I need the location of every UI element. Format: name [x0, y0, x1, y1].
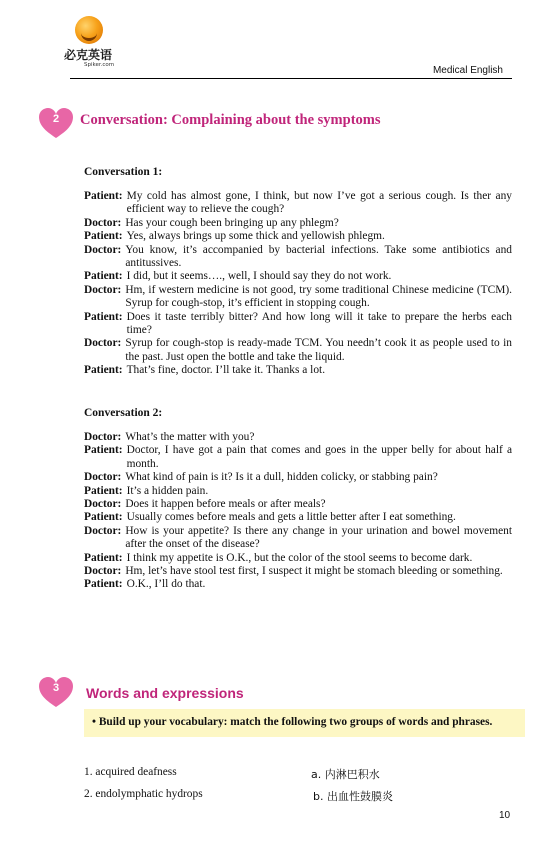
dialogue-text: My cold has almost gone, I think, but now I’ve got a serious cough. Is ther any efficient way to relieve the cough?	[126, 190, 512, 216]
dialogue-line	[84, 190, 512, 217]
dialogue-text: O.K., I’ll do that.	[126, 578, 206, 591]
dialogue-line	[84, 498, 512, 511]
page-number: 10	[499, 810, 511, 821]
speaker-label: Doctor:	[84, 243, 122, 256]
speaker-label: Doctor:	[84, 471, 122, 484]
dialogue-line	[84, 444, 512, 471]
speaker-label: Doctor:	[84, 498, 122, 511]
dialogue-text: That’s fine, doctor. I’ll take it. Thanks a lot.	[126, 364, 326, 377]
dialogue-line	[84, 565, 512, 578]
speaker-label: Patient:	[84, 230, 123, 243]
header-title: Medical English	[432, 65, 503, 76]
speaker-label: Doctor:	[84, 565, 122, 578]
speaker-label: Patient:	[84, 484, 123, 497]
dialogue-line	[84, 485, 512, 498]
section-3-heart-icon	[38, 676, 74, 708]
vocab-instruction-box	[84, 709, 525, 737]
speaker-label: Patient:	[84, 190, 123, 202]
dialogue-line	[84, 511, 512, 524]
dialogue-line	[84, 284, 512, 311]
section-2-title: Conversation: Complaining about the symptoms	[80, 112, 381, 128]
conversation-2-title: Conversation 2:	[84, 407, 163, 419]
speaker-label: Patient:	[84, 364, 123, 377]
speaker-label: Doctor:	[84, 337, 122, 350]
vocab-item-a: a. 内淋巴积水	[311, 768, 380, 781]
section-3-number: 3	[52, 682, 60, 694]
dialogue-line	[84, 217, 512, 230]
dialogue-line	[84, 431, 512, 444]
conversation-1	[84, 190, 512, 378]
vocab-item-2: 2. endolymphatic hydrops	[84, 788, 203, 800]
dialogue-text: I think my appetite is O.K., but the color of the stool seems to become dark.	[126, 551, 473, 564]
dialogue-text: You know, it’s accompanied by bacterial infections. Take some antibiotics and antitussives.	[125, 243, 512, 270]
dialogue-line	[84, 471, 512, 484]
speaker-label: Patient:	[84, 270, 123, 283]
dialogue-text: Yes, always brings up some thick and yellowish phlegm.	[126, 230, 385, 243]
vocab-instruction: • Build up your vocabulary: match the following two groups of words and phrases.	[92, 716, 493, 728]
speaker-label: Patient:	[84, 551, 123, 564]
speaker-label: Doctor:	[84, 283, 122, 296]
dialogue-text: What kind of pain is it? Is it a dull, hidden colicky, or stabbing pain?	[125, 471, 438, 484]
speaker-label: Doctor:	[84, 431, 122, 443]
dialogue-line	[84, 230, 512, 243]
dialogue-text: Has your cough been bringing up any phlegm?	[125, 216, 339, 229]
dialogue-text: Hm, let’s have stool test first, I suspect it might be stomach bleeding or something.	[125, 565, 503, 578]
section-2-heart-icon	[38, 107, 74, 139]
dialogue-text: Syrup for cough-stop is ready-made TCM. You needn’t cook it as people used to in the past. Just open the bottle and take the liquid.	[125, 337, 512, 363]
dialogue-line	[84, 552, 512, 565]
dialogue-line	[84, 244, 512, 271]
conversation-1-title: Conversation 1:	[84, 166, 163, 178]
section-2-number: 2	[52, 113, 60, 125]
logo-site-text: Spiker.com	[84, 62, 115, 68]
vocab-item-1: 1. acquired deafness	[84, 766, 177, 778]
dialogue-text: Does it happen before meals or after meals?	[125, 498, 326, 511]
dialogue-line	[84, 578, 512, 591]
dialogue-text: How is your appetite? Is there any change in your urination and bowel movement after the onset of the disease?	[125, 524, 512, 551]
dialogue-line	[84, 337, 512, 364]
site-logo	[64, 16, 128, 74]
speaker-label: Patient:	[84, 511, 123, 524]
conversation-2	[84, 431, 512, 592]
dialogue-text: What’s the matter with you?	[125, 431, 255, 443]
dialogue-line	[84, 525, 512, 552]
dialogue-line	[84, 311, 512, 338]
dialogue-line	[84, 364, 512, 377]
vocab-item-b: b. 出血性鼓膜炎	[313, 790, 393, 803]
dialogue-text: Does it taste terribly bitter? And how long will it take to prepare the herbs each time?	[126, 310, 512, 337]
header-divider	[70, 78, 512, 79]
dialogue-text: Usually comes before meals and gets a little better after I eat something.	[126, 511, 456, 524]
dialogue-text: I did, but it seems…., well, I should say they do not work.	[126, 270, 392, 283]
speaker-label: Doctor:	[84, 524, 122, 537]
section-3-title: Words and expressions	[86, 685, 244, 701]
logo-brand-text: 必克英语	[64, 48, 113, 62]
dialogue-text: It’s a hidden pain.	[126, 484, 209, 497]
speaker-label: Patient:	[84, 310, 123, 323]
dialogue-line	[84, 270, 512, 283]
speaker-label: Patient:	[84, 444, 123, 457]
smiley-ball-icon	[75, 16, 103, 44]
dialogue-text: Hm, if western medicine is not good, try some traditional Chinese medicine (TCM). Syrup for cough-stop, it’s efficient in stopping cough.	[125, 283, 512, 310]
dialogue-text: Doctor, I have got a pain that comes and goes in the upper belly for about half a month.	[126, 444, 512, 470]
speaker-label: Doctor:	[84, 216, 122, 229]
speaker-label: Patient:	[84, 578, 123, 591]
